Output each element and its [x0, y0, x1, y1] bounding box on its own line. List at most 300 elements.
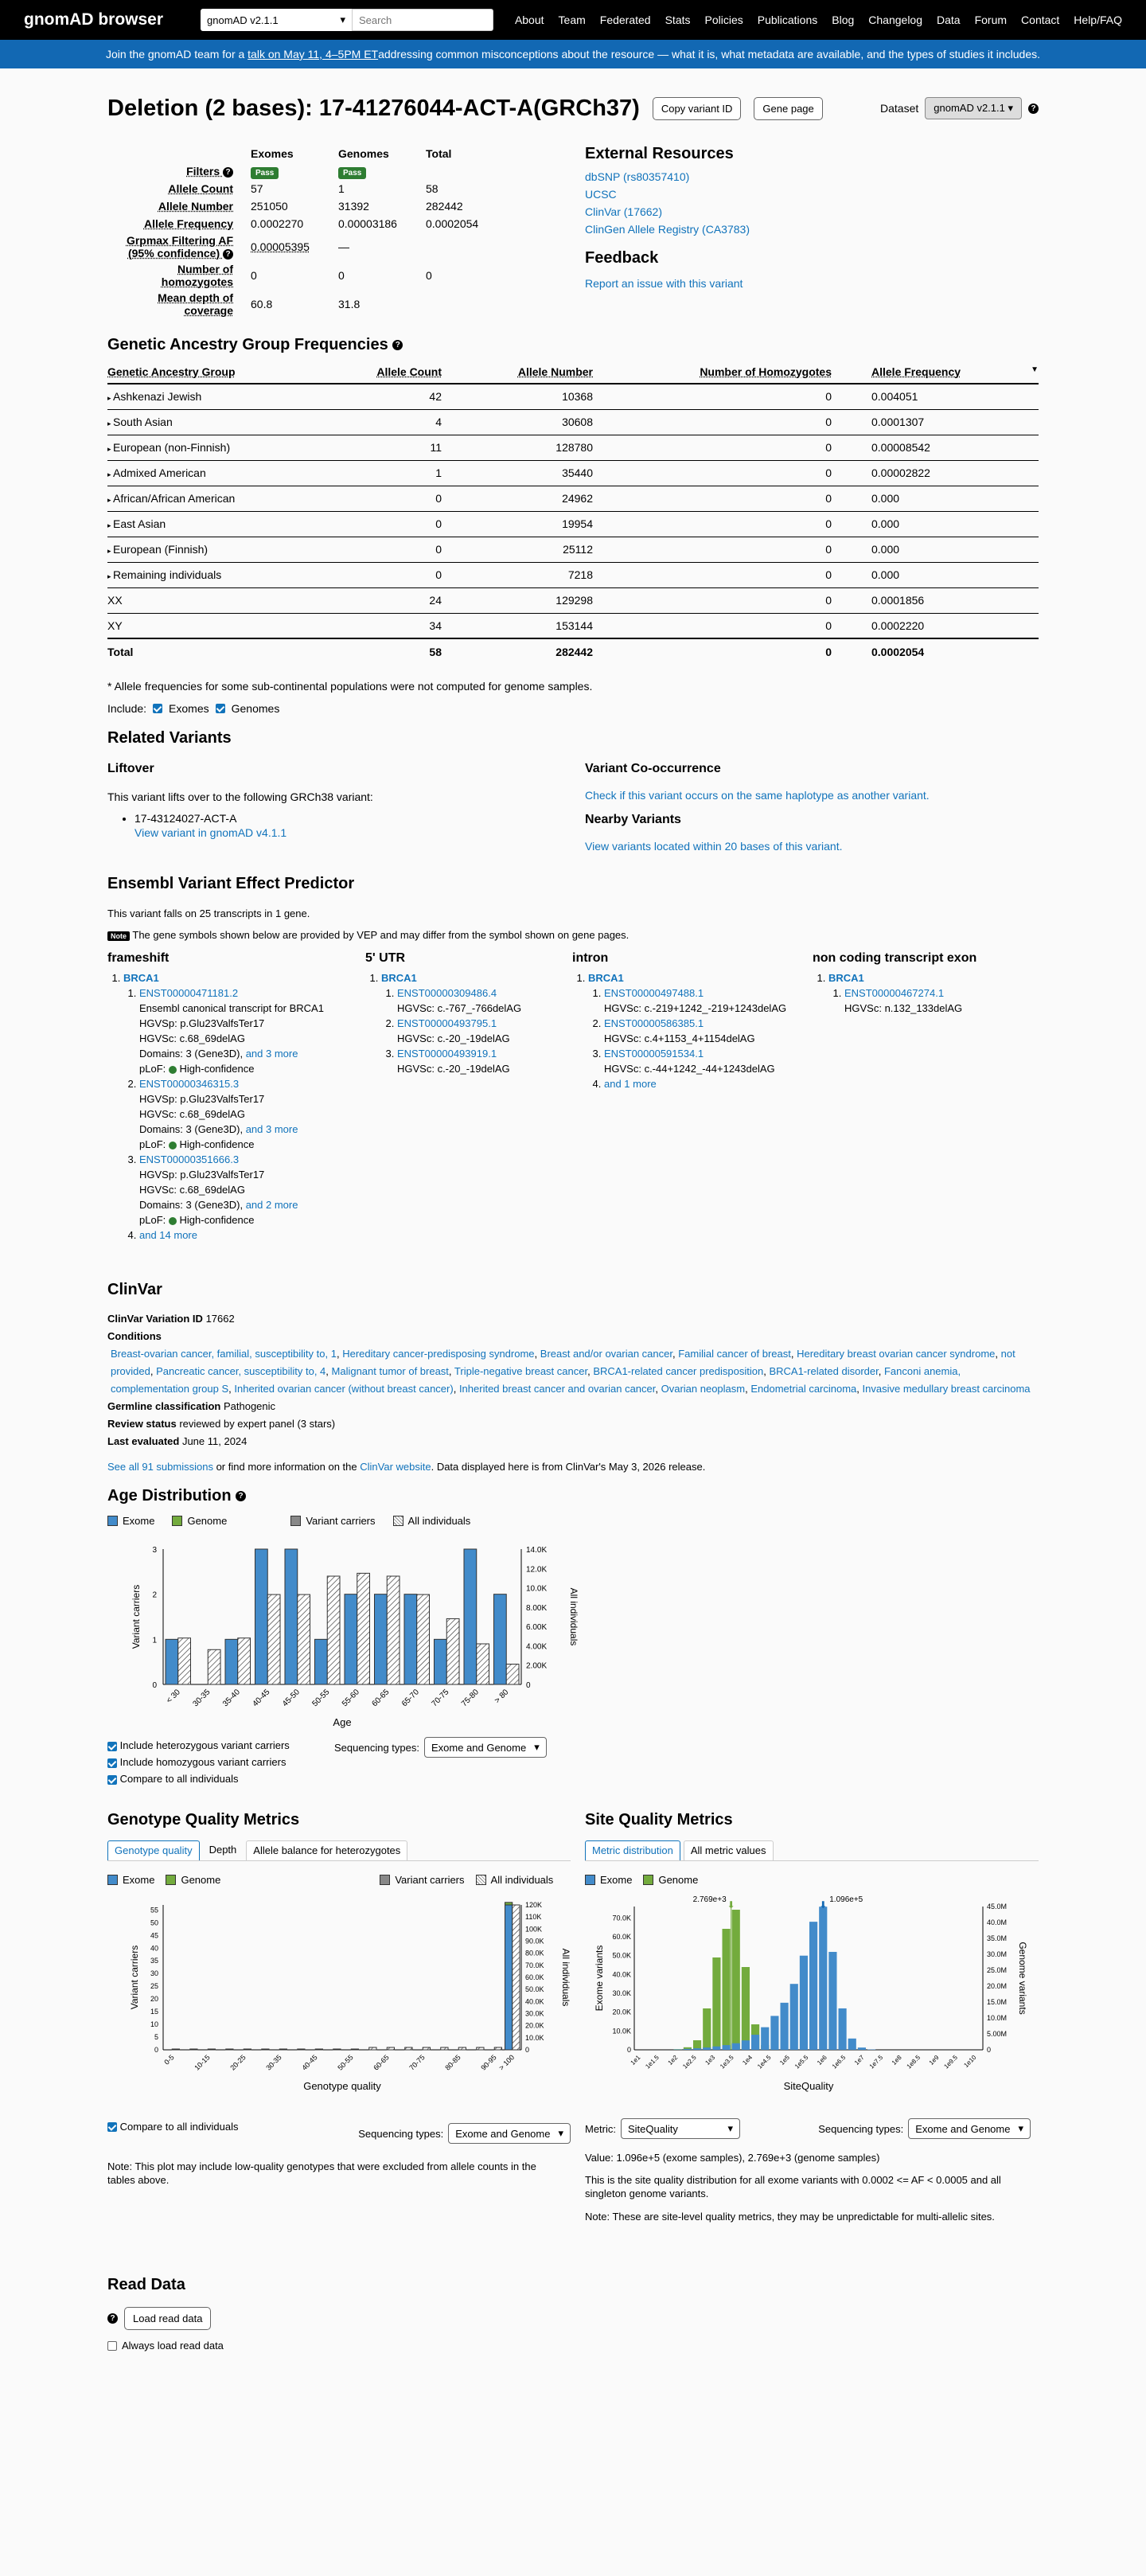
tab-metric-distribution[interactable]: Metric distribution	[585, 1840, 680, 1860]
freq-label-text: Grpmax Filtering AF (95% confidence)	[126, 234, 233, 260]
legend-exome	[107, 1515, 154, 1527]
transcript-link[interactable]: ENST00000591534.1	[604, 1048, 704, 1060]
expand-icon[interactable]: ▸	[107, 496, 114, 504]
freq-cell-ex: 60.8	[251, 298, 273, 310]
homozygotes-cell: 0	[593, 587, 832, 613]
allele-frequency-cell: 0.000	[832, 537, 1039, 562]
help-icon[interactable]: ?	[223, 249, 233, 260]
het-checkbox[interactable]	[107, 1742, 117, 1751]
load-read-data-button[interactable]: Load read data	[124, 2307, 211, 2330]
sq-title: Site Quality Metrics	[585, 1811, 733, 1829]
legend-exome-label: Exome	[123, 1515, 155, 1527]
col-exomes: Exomes	[251, 147, 294, 160]
consequence-title: intron	[572, 951, 609, 965]
transcript-link[interactable]: ENST00000586385.1	[604, 1017, 704, 1029]
table-row[interactable]	[107, 486, 1039, 511]
nav-link-publications[interactable]: Publications	[757, 14, 818, 26]
table-row[interactable]	[107, 562, 1039, 587]
liftover-title: Liftover	[107, 762, 154, 775]
x-tick-label: 1e2	[666, 2054, 680, 2067]
y2-tick-label: 50.0K	[525, 1985, 544, 1994]
freq-cell-to: 0	[426, 269, 432, 282]
x-tick-label: 0-5	[162, 2053, 176, 2067]
condition-link[interactable]: BRCA1-related cancer predisposition	[593, 1365, 764, 1377]
ancestry-title	[107, 336, 1039, 354]
all-individuals-bar	[208, 2049, 215, 2050]
condition-link[interactable]: Pancreatic cancer, susceptibility to, 4	[156, 1365, 326, 1377]
freq-cell-to: 0.0002054	[426, 217, 479, 230]
compare-checkbox[interactable]	[107, 1775, 117, 1785]
x-tick-label: > 80	[493, 1688, 511, 1706]
freq-label-text: Allele Frequency	[143, 217, 233, 230]
allele-count-cell: 58	[346, 638, 442, 664]
exome-bar	[693, 2048, 701, 2050]
chevron-down-icon: ▾	[1018, 2122, 1023, 2134]
freq-label-text: Number of homozygotes	[161, 263, 233, 288]
all-individuals-bar	[494, 2047, 501, 2050]
x-tick-label: 70-75	[407, 2053, 427, 2072]
table-row[interactable]	[107, 537, 1039, 562]
ancestry-title-text: Genetic Ancestry Group Frequencies	[107, 336, 388, 353]
exome-bar	[285, 1549, 298, 1684]
consequence-title: frameshift	[107, 951, 170, 965]
help-icon[interactable]: ?	[107, 2313, 118, 2324]
nav-link-changelog[interactable]: Changelog	[868, 14, 923, 26]
all-individuals-bar	[446, 1618, 459, 1684]
plof-value: High-confidence	[179, 1138, 255, 1150]
genomes-checkbox[interactable]	[216, 704, 225, 713]
table-row	[107, 587, 1039, 613]
copy-variant-id-button[interactable]: Copy variant ID	[653, 97, 742, 120]
group-cell	[107, 511, 346, 537]
legend-exome-label: Exome	[123, 1874, 155, 1886]
th-allele-frequency[interactable]	[832, 361, 1039, 384]
ancestry-footnote: * Allele frequencies for some sub-continental populations were not computed for genome samples.	[107, 680, 593, 693]
exomes-checkbox[interactable]	[153, 704, 162, 713]
x-tick-label: 45-50	[281, 1688, 302, 1709]
help-icon[interactable]: ?	[1028, 103, 1039, 114]
hgvsc: HGVSc: c.-219+1242_-219+1243delAG	[604, 1002, 787, 1014]
y-tick-label: 30	[150, 1969, 158, 1978]
x-tick-label: 1e3	[704, 2054, 717, 2067]
seq-select[interactable]	[448, 2123, 571, 2144]
external-link-dbsnp-rs80357410[interactable]: dbSNP (rs80357410)	[585, 170, 690, 183]
group-cell	[107, 384, 346, 409]
freq-row	[107, 197, 478, 215]
legend-all-label: All individuals	[407, 1515, 471, 1527]
seq-select[interactable]	[424, 1737, 547, 1758]
nav-link-contact[interactable]: Contact	[1021, 14, 1060, 26]
seq-select[interactable]	[908, 2118, 1031, 2139]
x-axis-label: Genotype quality	[303, 2080, 381, 2092]
group-cell	[107, 460, 346, 486]
dataset-select[interactable]	[201, 9, 352, 31]
het-label: Include heterozygous variant carriers	[119, 1739, 290, 1751]
clinvar-title: ClinVar	[107, 1281, 162, 1298]
condition-link[interactable]: Ovarian neoplasm	[661, 1383, 746, 1395]
transcript-link[interactable]: ENST00000497488.1	[604, 987, 704, 999]
legend-all	[393, 1515, 471, 1527]
include-row	[107, 702, 1039, 715]
exome-bar	[435, 1639, 447, 1684]
expand-icon[interactable]: ▸	[107, 470, 114, 478]
gene-link[interactable]: BRCA1	[828, 972, 864, 984]
x-tick-label: 70-75	[430, 1688, 451, 1709]
nav-link-blog[interactable]: Blog	[832, 14, 855, 26]
expand-icon[interactable]: ▸	[107, 572, 114, 580]
freq-cell-ge: 31.8	[338, 298, 361, 310]
exome-bar	[166, 1639, 178, 1684]
cooccurrence-link[interactable]: Check if this variant occurs on the same haplotype as another variant.	[585, 789, 930, 802]
more-domains-link[interactable]: and 3 more	[245, 1123, 298, 1135]
exome-bar	[712, 2047, 720, 2050]
condition-link[interactable]: Fanconi anemia, complementation group S	[111, 1365, 961, 1395]
condition-link[interactable]: Hereditary cancer-predisposing syndrome	[342, 1348, 535, 1360]
genome-bar	[742, 1967, 750, 2050]
gene-page-button[interactable]: Gene page	[754, 97, 822, 120]
hgvsc: HGVSc: c.68_69delAG	[139, 1032, 245, 1044]
legend-carriers	[380, 1874, 464, 1886]
condition-link[interactable]: Inherited breast cancer and ovarian cancer	[458, 1383, 656, 1395]
nav-link-federated[interactable]: Federated	[599, 14, 651, 26]
table-row[interactable]	[107, 460, 1039, 486]
nearby-link[interactable]: View variants located within 20 bases of this variant.	[585, 840, 843, 853]
table-row[interactable]	[107, 435, 1039, 460]
high-confidence-icon	[169, 1217, 177, 1225]
exome-bar	[848, 2039, 856, 2050]
x-tick-label: 50-55	[336, 2053, 355, 2072]
y2-tick-label: 110K	[525, 1913, 542, 1922]
condition-link[interactable]: Inherited ovarian cancer (without breast cancer)	[234, 1383, 454, 1395]
exome-swatch	[585, 1875, 595, 1885]
homozygotes-cell: 0	[593, 486, 832, 511]
help-icon[interactable]: ?	[392, 340, 403, 350]
allele-number-cell: 129298	[442, 587, 593, 613]
y-tick-label: 60.0K	[612, 1933, 631, 1942]
homozygotes-cell: 0	[593, 460, 832, 486]
nav-link-stats[interactable]: Stats	[665, 14, 691, 26]
high-confidence-icon	[169, 1066, 177, 1074]
all-individuals-bar	[178, 1638, 191, 1684]
condition-link[interactable]: Familial cancer of breast	[678, 1348, 791, 1360]
tab-all-metric-values[interactable]: All metric values	[684, 1840, 774, 1860]
gene-link[interactable]: BRCA1	[381, 972, 417, 984]
table-row[interactable]	[107, 511, 1039, 537]
x-tick-label: 1e1.5	[644, 2054, 661, 2071]
plof-value: High-confidence	[179, 1063, 255, 1075]
more-transcripts-link[interactable]: and 1 more	[604, 1078, 657, 1090]
genome-bar	[723, 1929, 731, 2050]
exome-bar	[751, 2035, 759, 2050]
transcript-link[interactable]: ENST00000471181.2	[139, 987, 239, 999]
conditions-list: Breast-ovarian cancer, familial, susceptibility to, 1, Hereditary cancer-predisposing syndrome, Breast and/or ovarian cancer, Familial cancer of breast, Hereditary breast ovarian cancer syndrome, not provided, Pancreatic cancer, susceptibility to, 4, Malignant tumor of breast, Triple-negative breast cancer, BRCA1-related cancer predisposition, BRCA1-related disorder, Fanconi anemia, complementation group S, Inherited ovarian cancer (without breast cancer), Inherited breast cancer and ovarian cancer, Ovarian neoplasm, Endometrial carcinoma, Invasive medullary breast carcinoma	[111, 1348, 1031, 1395]
nearby-title: Nearby Variants	[585, 813, 681, 826]
exome-bar	[761, 2028, 769, 2050]
banner-link[interactable]: talk on May 11, 4–5PM ET	[248, 48, 379, 60]
freq-cell-genome	[338, 162, 426, 180]
condition-link[interactable]: not provided	[111, 1348, 1015, 1377]
freq-label	[107, 197, 251, 215]
y-tick-label: 10	[150, 2020, 158, 2029]
th-allele-number[interactable]: Allele Number	[442, 361, 593, 384]
all-individuals-bar	[190, 2049, 197, 2050]
all-individuals-bar	[238, 1638, 251, 1684]
allele-number-cell: 30608	[442, 409, 593, 435]
transcript-link[interactable]: ENST00000351666.3	[139, 1153, 240, 1165]
homozygotes-cell: 0	[593, 435, 832, 460]
y2-axis-label: All individuals	[560, 1948, 571, 2007]
freq-cell-ex: 0	[251, 269, 257, 282]
legend-genome	[166, 1874, 220, 1886]
more-domains-link[interactable]: and 2 more	[245, 1199, 298, 1211]
hom-checkbox[interactable]	[107, 1758, 117, 1768]
freq-row	[107, 162, 478, 180]
help-icon[interactable]: ?	[236, 1491, 246, 1501]
genome-swatch	[172, 1516, 182, 1526]
y-tick-label: 35	[150, 1957, 158, 1965]
high-confidence-icon	[169, 1142, 177, 1149]
exome-bar	[732, 2043, 740, 2050]
expand-icon[interactable]: ▸	[107, 547, 114, 555]
more-transcripts-link[interactable]: and 14 more	[139, 1229, 197, 1241]
domains: Domains: 3 (Gene3D),	[139, 1199, 244, 1211]
y2-tick-label: 35.0M	[987, 1934, 1008, 1942]
compare-checkbox[interactable]	[107, 2122, 117, 2132]
tab-allele-balance[interactable]: Allele balance for heterozygotes	[246, 1840, 407, 1860]
transcript-link[interactable]: ENST00000309486.4	[397, 987, 497, 999]
allele-number-cell: 24962	[442, 486, 593, 511]
review-value: reviewed by expert panel (3 stars)	[179, 1418, 336, 1430]
always-load-checkbox[interactable]	[107, 2341, 117, 2351]
genome-swatch	[166, 1875, 176, 1885]
group-name: African/African American	[113, 492, 236, 505]
condition-link[interactable]: Hereditary breast ovarian cancer syndrome	[797, 1348, 996, 1360]
expand-icon[interactable]: ▸	[107, 445, 114, 453]
transcript-link[interactable]: ENST00000493919.1	[397, 1048, 497, 1060]
domains: Domains: 3 (Gene3D),	[139, 1048, 244, 1060]
vep-note-text: The gene symbols shown below are provided by VEP and may differ from the symbol shown on gene pages.	[132, 929, 630, 941]
release-text: . Data displayed here is from ClinVar's May 3, 2026 release.	[431, 1461, 706, 1473]
y-axis-label: Variant carriers	[129, 1945, 140, 2010]
hgvsp: HGVSp: p.Glu23ValfsTer17	[139, 1017, 265, 1029]
nav-link-about[interactable]: About	[514, 14, 544, 26]
seq-select-value: Exome and Genome	[915, 2122, 1011, 2135]
group-name: Remaining individuals	[113, 568, 222, 581]
freq-label	[107, 232, 251, 261]
freq-cell-ge: —	[338, 240, 349, 253]
freq-cell-ex: 0.0002270	[251, 217, 304, 230]
genome-marker-label: 2.769e+3	[692, 1895, 727, 1904]
plof-label: pLoF:	[139, 1214, 166, 1226]
help-icon[interactable]: ?	[223, 167, 233, 178]
homozygotes-cell: 0	[593, 511, 832, 537]
condition-link[interactable]: Breast-ovarian cancer, familial, susceptibility to, 1	[111, 1348, 337, 1360]
th-allele-frequency-label: Allele Frequency	[871, 365, 961, 378]
condition-link[interactable]: Triple-negative breast cancer	[454, 1365, 588, 1377]
y2-tick-label: 60.0K	[525, 1973, 544, 1981]
allele-count-cell: 0	[346, 486, 442, 511]
allele-frequency-cell: 0.0001307	[832, 409, 1039, 435]
transcript-link[interactable]: ENST00000493795.1	[397, 1017, 497, 1029]
group-cell	[107, 562, 346, 587]
freq-cell-ex: 57	[251, 182, 263, 195]
carriers-swatch	[380, 1875, 390, 1885]
hgvsc: HGVSc: c.4+1153_4+1154delAG	[604, 1032, 755, 1044]
genomes-label: Genomes	[231, 702, 280, 715]
consequence-title: non coding transcript exon	[813, 951, 977, 965]
sq-note: Note: These are site-level quality metrics, they may be unpredictable for multi-allelic sites.	[585, 2211, 995, 2223]
table-row[interactable]	[107, 409, 1039, 435]
x-tick-label: 1e1	[629, 2054, 642, 2067]
exome-bar	[375, 1594, 388, 1684]
or-more-text: or find more information on the	[212, 1461, 361, 1473]
condition-link[interactable]: Breast and/or ovarian cancer	[540, 1348, 672, 1360]
freq-label	[107, 162, 251, 180]
x-tick-label: < 30	[165, 1688, 182, 1706]
allele-frequency-cell: 0.000	[832, 511, 1039, 537]
germline-label: Germline classification	[107, 1400, 221, 1412]
legend-exome	[107, 1874, 154, 1886]
age-title-text: Age Distribution	[107, 1487, 232, 1505]
nav-link-policies[interactable]: Policies	[704, 14, 743, 26]
gq-note: Note: This plot may include low-quality genotypes that were excluded from allele counts in the tables above.	[107, 2160, 536, 2186]
condition-link[interactable]: Malignant tumor of breast	[331, 1365, 449, 1377]
gene-link[interactable]: BRCA1	[588, 972, 624, 984]
gene-link[interactable]: BRCA1	[123, 972, 159, 984]
x-tick-label: 1e3.5	[719, 2054, 735, 2071]
ancestry-table	[107, 361, 1039, 664]
x-tick-label: 1e8	[890, 2054, 903, 2067]
nav-link-help-faq[interactable]: Help/FAQ	[1074, 14, 1122, 26]
expand-icon[interactable]: ▸	[107, 420, 114, 427]
clinvar-website-link[interactable]: ClinVar website	[360, 1461, 431, 1473]
evaluated-label: Last evaluated	[107, 1435, 180, 1447]
tab-depth[interactable]: Depth	[209, 1844, 237, 1856]
th-allele-count[interactable]: Allele Count	[346, 361, 442, 384]
announcement-banner	[0, 40, 1146, 68]
seq-label: Sequencing types:	[358, 2127, 444, 2140]
th-group[interactable]: Genetic Ancestry Group	[107, 361, 346, 384]
exome-bar	[684, 2049, 692, 2050]
all-individuals-bar	[423, 2047, 430, 2050]
banner-post: addressing common misconceptions about the resource — what it is, what metadata are available, and the types of studies it includes.	[378, 48, 1041, 60]
y2-tick-label: 40.0M	[987, 1918, 1008, 1926]
allele-count-cell: 0	[346, 511, 442, 537]
freq-cell-ge: 0.00003186	[338, 217, 397, 230]
allele-count-cell: 0	[346, 562, 442, 587]
nav-link-data[interactable]: Data	[937, 14, 961, 26]
condition-link[interactable]: Invasive medullary breast carcinoma	[862, 1383, 1031, 1395]
condition-link[interactable]: Endometrial carcinoma	[750, 1383, 857, 1395]
vep-utr	[365, 950, 572, 1243]
legend-all	[476, 1874, 554, 1886]
liftover-link[interactable]: View variant in gnomAD v4.1.1	[134, 826, 287, 839]
transcript-link[interactable]: ENST00000467274.1	[844, 987, 945, 999]
x-tick-label: 60-65	[372, 2053, 391, 2072]
group-name: XX	[107, 594, 123, 607]
external-link-clinvar-17662[interactable]: ClinVar (17662)	[585, 205, 663, 218]
brand-logo[interactable]: gnomAD browser	[24, 10, 164, 29]
y2-tick-label: 40.0K	[525, 1997, 544, 2006]
search-input[interactable]	[352, 9, 493, 31]
conditions-label: Conditions	[107, 1330, 162, 1342]
clinvar-id-label: ClinVar Variation ID	[107, 1313, 203, 1325]
x-tick-label: 1e6.5	[830, 2054, 848, 2071]
x-tick-label: 1e6	[816, 2054, 828, 2067]
transcript-link[interactable]: ENST00000346315.3	[139, 1078, 240, 1090]
note-badge: Note	[107, 931, 130, 941]
freq-label	[107, 290, 251, 318]
y-axis-label: Variant carriers	[131, 1584, 142, 1649]
y2-tick-label: 80.0K	[525, 1949, 544, 1957]
allele-number-cell: 10368	[442, 384, 593, 409]
genome-bar	[712, 1957, 720, 2050]
freq-cell-to: 282442	[426, 200, 463, 213]
external-link-ucsc[interactable]: UCSC	[585, 188, 617, 201]
allele-frequency-cell: 0.000	[832, 486, 1039, 511]
frequency-table	[107, 145, 478, 318]
tab-genotype-quality[interactable]: Genotype quality	[107, 1840, 200, 1860]
x-tick-label: 65-70	[400, 1688, 421, 1709]
expand-icon[interactable]: ▸	[107, 521, 114, 529]
y-tick-label: 5	[154, 2033, 158, 2042]
table-row[interactable]	[107, 384, 1039, 409]
freq-label-text: Allele Number	[158, 200, 233, 213]
freq-label-text: Mean depth of coverage	[158, 291, 233, 317]
condition-link[interactable]: BRCA1-related disorder	[769, 1365, 879, 1377]
hgvsc: HGVSc: c.-767_-766delAG	[397, 1002, 522, 1014]
x-tick-label: > 100	[497, 2053, 516, 2072]
col-genomes: Genomes	[338, 147, 389, 160]
more-domains-link[interactable]: and 3 more	[245, 1048, 298, 1060]
y-tick-label: 25	[150, 1982, 158, 1991]
all-individuals-bar	[244, 2049, 251, 2050]
genome-bar	[703, 2008, 711, 2050]
allele-frequency-cell: 0.0002054	[832, 638, 1039, 664]
freq-cell-ge: 1	[338, 182, 345, 195]
nav-link-forum[interactable]: Forum	[974, 14, 1008, 26]
all-individuals-bar	[417, 1594, 430, 1684]
all-individuals-bar	[298, 1594, 310, 1684]
nav-link-team[interactable]: Team	[558, 14, 586, 26]
group-name: South Asian	[113, 416, 173, 428]
x-axis-label: Age	[333, 1716, 352, 1728]
see-all-submissions-link[interactable]: See all 91 submissions	[107, 1461, 213, 1473]
expand-icon[interactable]: ▸	[107, 394, 114, 403]
metric-select[interactable]	[621, 2118, 740, 2139]
legend-genome-label: Genome	[658, 1874, 699, 1886]
x-tick-label: 60-65	[370, 1688, 392, 1709]
legend-genome	[643, 1874, 698, 1886]
th-homozygotes[interactable]: Number of Homozygotes	[593, 361, 832, 384]
y2-tick-label: 5.00M	[987, 2030, 1008, 2038]
all-individuals-bar	[441, 2047, 448, 2050]
legend-exome-label: Exome	[600, 1874, 633, 1886]
allele-count-cell: 34	[346, 613, 442, 638]
external-link-clingen-allele-registry-ca3783[interactable]: ClinGen Allele Registry (CA3783)	[585, 223, 750, 236]
exome-bar	[790, 1984, 798, 2050]
y2-tick-label: 70.0K	[525, 1961, 544, 1969]
report-issue-link[interactable]: Report an issue with this variant	[585, 277, 743, 290]
dataset-dropdown[interactable]: gnomAD v2.1.1 ▾	[925, 97, 1022, 119]
freq-label	[107, 215, 251, 232]
x-tick-label: 20-25	[228, 2053, 248, 2072]
metric-select-value: SiteQuality	[628, 2122, 678, 2135]
compare-label: Compare to all individuals	[119, 2120, 239, 2133]
y-tick-label: 2	[152, 1590, 157, 1600]
exome-bar	[225, 1639, 238, 1684]
legend-genome	[172, 1515, 227, 1527]
